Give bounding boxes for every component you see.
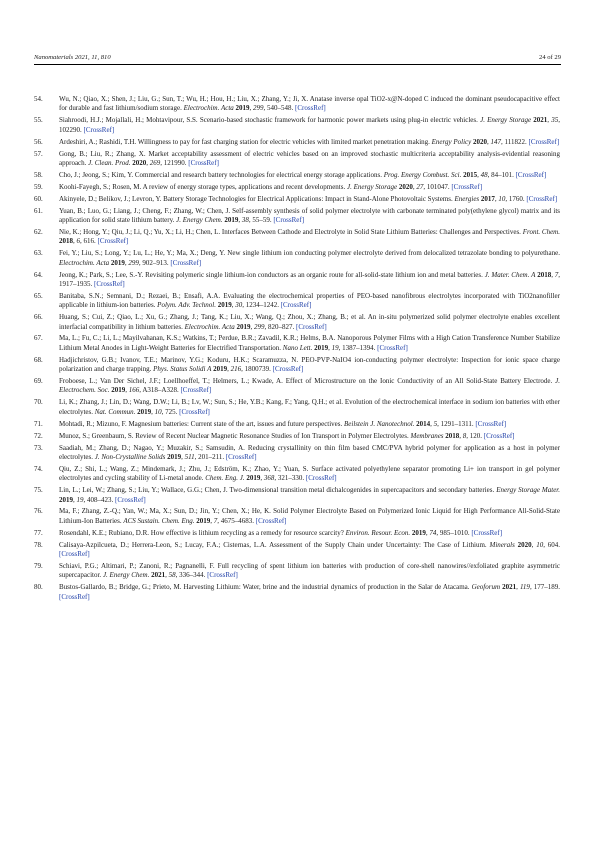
reference-pages: , 1800739. bbox=[241, 365, 271, 374]
reference-year: 2019 bbox=[111, 386, 126, 395]
reference-year: 2019 bbox=[411, 528, 426, 537]
reference-volume: 299 bbox=[253, 104, 264, 113]
reference-year: 2019 bbox=[314, 343, 329, 352]
reference-journal: Electrochim. Acta bbox=[59, 258, 110, 267]
reference-pages: , 336–344. bbox=[175, 571, 206, 580]
reference-pages: , 84–101. bbox=[487, 170, 514, 179]
reference-year: 2019 bbox=[235, 104, 250, 113]
reference-pages: , 1760. bbox=[505, 194, 525, 203]
reference-volume: 299 bbox=[128, 258, 139, 267]
reference-volume: 10 bbox=[536, 540, 544, 549]
reference-text: Jeong, K.; Park, S.; Lee, S.-Y. Revisiting polymeric single lithium-ion conductors as an organic route for all-solid-state lithium ion and metal batteries. bbox=[59, 270, 483, 279]
crossref-link[interactable]: [CrossRef] bbox=[179, 407, 210, 416]
reference-item: 67. Ma, L.; Fu, C.; Li, L.; Mayilvahanan, K.S.; Watkins, T.; Perdue, B.R.; Zavadil, K.R.; Helms, B.A. Nanoporous Polymer Films with a High Cation Transference Number Stabilize Lithium Metal Anodes in Light-Weight Batteries for Electrified Transportation. Nano Lett. 2019, 19, 1387–1394. [CrossRef] bbox=[34, 334, 560, 352]
reference-year: 2018 bbox=[445, 431, 460, 440]
reference-number: 72. bbox=[34, 431, 43, 440]
reference-journal: Geoforum bbox=[471, 583, 501, 592]
reference-number: 66. bbox=[34, 313, 43, 322]
reference-journal: Membranes bbox=[410, 431, 444, 440]
reference-item: 66. Huang, S.; Cui, Z.; Qiao, L.; Xu, G.; Zhang, J.; Tang, K.; Liu, X.; Wang, Q.; Zhou, X.; Zhang, B.; et al. An in-situ polymerized solid polymer electrolyte enables excellent interfacial compatibility in lithium batteries. Electrochim. Acta 2019, 299, 820–827. [CrossRef] bbox=[34, 313, 560, 331]
reference-journal: Energy Policy bbox=[431, 137, 472, 146]
reference-volume: 19 bbox=[76, 495, 84, 504]
reference-item: 75. Lin, L.; Lei, W.; Zhang, S.; Liu, Y.; Wallace, G.G.; Chen, J. Two-dimensional transition metal dichalcogenides in supercapacitors and secondary batteries. Energy Storage Mater. 2019, 19, 408–423. [CrossRef] bbox=[34, 486, 561, 504]
reference-volume: 368 bbox=[263, 474, 275, 483]
reference-number: 58. bbox=[34, 170, 43, 179]
reference-pages: , 1387–1394. bbox=[338, 343, 376, 352]
reference-number: 77. bbox=[34, 528, 43, 537]
reference-number: 62. bbox=[34, 227, 43, 236]
reference-text: Li, K.; Zhang, J.; Lin, D.; Wang, D.W.; Li, B.; Lv, W.; Sun, S.; He, Y.B.; Kang, F.; Yang, Q.H.; et al. Evolution of the electrochemical interface in sodium ion batteries with ether electrolytes. bbox=[59, 398, 560, 416]
reference-volume: 7 bbox=[213, 516, 218, 525]
reference-volume: 6 bbox=[76, 237, 80, 246]
reference-number: 59. bbox=[34, 182, 43, 191]
reference-item: 56. Ardeshiri, A.; Rashidi, T.H. Willingness to pay for fast charging station for electric vehicles with limited market penetration making. Energy Policy 2020, 147, 111822. [CrossRef] bbox=[34, 137, 560, 146]
reference-text: Siahroodi, H.J.; Mojallali, H.; Mohtavipour, S.S. Scenario-based stochastic framework for harmonic power markets using plug-in electric vehicles. bbox=[59, 116, 478, 125]
crossref-link[interactable]: [CrossRef] bbox=[170, 258, 202, 267]
reference-item: 63. Fei, Y.; Liu, S.; Long, Y.; Lu, L.; He, Y.; Ma, X.; Deng, Y. New single lithium ion conducting polymer electrolyte derived from delocalized tetrazolate bonding to polyurethane. Electrochim. Acta 2019, 299, 902–913. [CrossRef] bbox=[34, 249, 560, 267]
reference-year: 2019 bbox=[217, 301, 232, 310]
reference-journal: J. Clean. Prod. bbox=[88, 158, 131, 167]
reference-journal: Phys. Status Solidi A bbox=[153, 365, 212, 374]
reference-item: 70. Li, K.; Zhang, J.; Lin, D.; Wang, D.W.; Li, B.; Lv, W.; Sun, S.; He, Y.B.; Kang, F.; Yang, Q.H.; et al. Evolution of the electrochemical interface in sodium ion batteries with ether electrolytes. Nat. Commun. 2019, 10, 725. [CrossRef] bbox=[34, 398, 560, 416]
reference-year: 2020 bbox=[473, 137, 487, 146]
reference-volume: 216 bbox=[230, 365, 242, 374]
reference-item: 79. Schiavi, P.G.; Altimari, P.; Zanoni, R.; Pagnanelli, F. Full recycling of spent lithium ion batteries with production of core-shell nanowires//exfoliated graphite asymmetric supercapacitor. J. Energy Chem. 2021, 58, 336–344. [CrossRef] bbox=[34, 561, 560, 580]
reference-item: 60. Akinyele, D.; Belikov, J.; Levron, Y. Battery Storage Technologies for Electrical Applications: Impact in Stand-Alone Photovoltaic Systems. Energies 2017, 10, 1760. [CrossRef] bbox=[34, 194, 558, 203]
reference-item: 71. Mohtadi, R.; Mizuno, F. Magnesium batteries: Current state of the art, issues and future perspectives. Beilstein J. Nanotechnol. 2014, 5, 1291–1311. [CrossRef] bbox=[34, 419, 507, 428]
reference-pages: , 111822. bbox=[501, 137, 527, 146]
reference-number: 75. bbox=[34, 486, 43, 495]
reference-item: 55. Siahroodi, H.J.; Mojallali, H.; Mohtavipour, S.S. Scenario-based stochastic framework for harmonic power markets using plug-in electric vehicles. J. Energy Storage 2021, 35, 102290. [CrossRef] bbox=[34, 116, 560, 134]
reference-year: 2019 bbox=[137, 407, 152, 416]
reference-pages: , 985–1010. bbox=[436, 528, 470, 537]
reference-pages: , 1291–1311. bbox=[437, 419, 474, 428]
reference-journal: J. Energy Chem. bbox=[176, 215, 223, 224]
reference-text: Froboese, L.; Van Der Sichel, J.F.; Loellhoeffel, T.; Helmers, L.; Kwade, A. Effect of Microstructure on the Ionic Conductivity of an All Solid-State Battery Electrode. bbox=[59, 377, 553, 386]
reference-year: 2020 bbox=[398, 182, 413, 191]
reference-text: Ardeshiri, A.; Rashidi, T.H. Willingness to pay for fast charging station for electric vehicles with limited market penetration making. bbox=[59, 137, 430, 146]
reference-text: Qiu, Z.; Shi, L.; Wang, Z.; Mindemark, J.; Zhu, J.; Edström, K.; Zhao, Y.; Yuan, S. Surface activated polyethylene separator promoting Li+ ion transport in gel polymer electrolytes and cycling stability of Li-metal anode. bbox=[59, 464, 560, 483]
reference-volume: 119 bbox=[519, 583, 530, 592]
reference-number: 79. bbox=[34, 561, 43, 570]
reference-journal: Nano Lett. bbox=[282, 343, 313, 352]
reference-item: 54. Wu, N.; Qiao, X.; Shen, J.; Liu, G.; Sun, T.; Wu, H.; Hou, H.; Liu, X.; Zhang, Y.; Ji, X. Anatase inverse opal TiO2-x@N-doped C induced the dominant pseudocapacitive effect for durable and fast lithium/sodium storage. Electrochim. Acta 2019, 299, 540–548. [CrossRef] bbox=[34, 95, 560, 113]
reference-item: 58. Cho, J.; Jeong, S.; Kim, Y. Commercial and research battery technologies for electrical energy storage applications. Prog. Energy Combust. Sci. 2015, 48, 84–101. [CrossRef] bbox=[34, 170, 547, 179]
reference-text: Cho, J.; Jeong, S.; Kim, Y. Commercial and research battery technologies for electrical energy storage applications. bbox=[59, 170, 382, 179]
reference-number: 56. bbox=[34, 137, 43, 146]
reference-item: 65. Banitaba, S.N.; Semnani, D.; Rezaei, B.; Ensafi, A.A. Evaluating the electrochemical properties of PEO-based nanofibrous electrolytes incorporated with TiO2nanofiller applicable in lithium-ion batteries. Polym. Adv. Technol. 2019, 30, 1234–1242. [CrossRef] bbox=[34, 291, 560, 310]
reference-journal: ACS Sustain. Chem. Eng. bbox=[123, 516, 195, 525]
crossref-link[interactable]: [CrossRef] bbox=[83, 125, 115, 134]
reference-text: Yuan, B.; Luo, G.; Liang, J.; Cheng, F.; Zhang, W.; Chen, J. Self-assembly synthesis of solid polymer electrolyte with carbonate terminated poly(ethylene glycol) matrix and its application for solid state lithium battery. bbox=[59, 206, 560, 224]
journal-article: 810 bbox=[100, 54, 111, 61]
reference-journal: Prog. Energy Combust. Sci. bbox=[383, 170, 462, 179]
reference-volume: 10 bbox=[498, 194, 506, 203]
reference-pages: , 4675–4683. bbox=[217, 516, 255, 525]
reference-text: Hadjichristov, G.B.; Ivanov, T.E.; Marinov, Y.G.; Koduru, H.K.; Scaramuzza, N. PEO-PVP-NaIO4 ion-conducting polymer electrolyte: Inspection for ionic space charge polarization and charge trapping. bbox=[59, 355, 560, 374]
journal-volume: 11 bbox=[91, 54, 98, 61]
reference-journal: Energies bbox=[454, 194, 480, 203]
reference-number: 63. bbox=[34, 249, 43, 258]
reference-text: Bustos-Gallardo, B.; Bridge, G.; Prieto, M. Harvesting Lithium: Water, brine and the industrial dynamics of production in the Salar de Atacama. bbox=[59, 583, 470, 592]
reference-pages: , 201–211. bbox=[194, 452, 225, 461]
reference-pages: , 121990. bbox=[160, 158, 187, 167]
crossref-link[interactable]: [CrossRef] bbox=[272, 365, 304, 374]
reference-item: 74. Qiu, Z.; Shi, L.; Wang, Z.; Mindemark, J.; Zhu, J.; Edström, K.; Zhao, Y.; Yuan, S. Surface activated polyethylene separator promoting Li+ ion transport in gel polymer electrolytes and cycling stability of Li-metal anode. Chem. Eng. J. 2019, 368, 321–330. [CrossRef] bbox=[34, 464, 560, 483]
reference-text: Banitaba, S.N.; Semnani, D.; Rezaei, B.; Ensafi, A.A. Evaluating the electrochemical properties of PEO-based nanofibrous electrolytes incorporated with TiO2nanofiller applicable in lithium-ion batteries. bbox=[59, 291, 560, 310]
reference-journal: Energy Storage Mater. bbox=[496, 486, 561, 495]
crossref-link[interactable]: [CrossRef] bbox=[207, 571, 238, 580]
reference-item: 61. Yuan, B.; Luo, G.; Liang, J.; Cheng, F.; Zhang, W.; Chen, J. Self-assembly synthesis of solid polymer electrolyte with carbonate terminated poly(ethylene glycol) matrix and its application for solid state lithium battery. J. Energy Chem. 2019, 38, 55–59. [CrossRef] bbox=[34, 206, 560, 224]
reference-number: 76. bbox=[34, 507, 43, 516]
crossref-link[interactable]: [CrossRef] bbox=[471, 528, 503, 537]
reference-text: Gong, B.; Liu, R.; Zhang, X. Market acceptability assessment of electric vehicles based on an improved stochastic multicriteria acceptability analysis-evidential reasoning approach. bbox=[59, 149, 560, 167]
reference-number: 68. bbox=[34, 355, 43, 364]
reference-pages: , 820–827. bbox=[264, 322, 295, 331]
reference-journal: Electrochim. Acta bbox=[184, 322, 235, 331]
reference-journal: Minerals bbox=[489, 540, 515, 549]
reference-number: 70. bbox=[34, 398, 43, 407]
reference-year: 2021 bbox=[151, 571, 166, 580]
reference-volume: 7 bbox=[554, 270, 559, 279]
reference-journal: Polym. Adv. Technol. bbox=[157, 301, 216, 310]
reference-volume: 30 bbox=[235, 301, 243, 310]
crossref-link[interactable]: [CrossRef] bbox=[94, 279, 125, 288]
crossref-link[interactable]: [CrossRef] bbox=[97, 237, 129, 246]
crossref-link[interactable]: [CrossRef] bbox=[295, 322, 327, 331]
reference-pages: , 1917–1935. bbox=[59, 270, 561, 288]
crossref-link[interactable]: [CrossRef] bbox=[188, 158, 219, 167]
reference-volume: 269 bbox=[149, 158, 161, 167]
reference-text: Mohtadi, R.; Mizuno, F. Magnesium batteries: Current state of the art, issues and future perspectives. bbox=[59, 419, 343, 428]
reference-item: 78. Calisaya-Azpilcueta, D.; Herrera-Leon, S.; Lucay, F.A.; Cisternas, L.A. Assessment of the Supply Chain under Uncertainty: The Case of Lithium. Minerals 2020, 10, 604. [CrossRef] bbox=[34, 540, 561, 559]
crossref-link[interactable]: [CrossRef] bbox=[295, 104, 326, 113]
reference-pages: , 101047. bbox=[423, 182, 450, 191]
page-number: 24 of 29 bbox=[539, 54, 561, 61]
reference-year: 2019 bbox=[59, 495, 73, 504]
reference-year: 2014 bbox=[416, 419, 431, 428]
crossref-link[interactable]: [CrossRef] bbox=[475, 419, 507, 428]
crossref-link[interactable]: [CrossRef] bbox=[225, 452, 257, 461]
reference-number: 61. bbox=[34, 206, 43, 215]
reference-text: Munoz, S.; Greenbaum, S. Review of Recent Nuclear Magnetic Resonance Studies of Ion Transport in Polymer Electrolytes. bbox=[59, 431, 409, 440]
reference-number: 57. bbox=[34, 149, 43, 158]
reference-text: Koohi-Fayegh, S.; Rosen, M. A review of energy storage types, applications and recent developments. bbox=[59, 182, 346, 191]
reference-volume: 58 bbox=[168, 571, 176, 580]
reference-volume: 511 bbox=[184, 452, 195, 461]
reference-journal: Beilstein J. Nanotechnol. bbox=[344, 419, 415, 428]
reference-item: 72. Munoz, S.; Greenbaum, S. Review of Recent Nuclear Magnetic Resonance Studies of Ion Transport in Polymer Electrolytes. Membranes 2018, 8, 120. [CrossRef] bbox=[34, 431, 515, 440]
reference-year: 2019 bbox=[246, 474, 261, 483]
reference-volume: 8 bbox=[462, 431, 467, 440]
crossref-link[interactable]: [CrossRef] bbox=[115, 495, 146, 504]
reference-journal: Environ. Resour. Econ. bbox=[345, 528, 411, 537]
reference-volume: 299 bbox=[253, 322, 265, 331]
reference-year: 2020 bbox=[132, 158, 147, 167]
reference-pages: , A318–A328. bbox=[139, 386, 179, 395]
reference-pages: , 321–330. bbox=[274, 474, 305, 483]
crossref-link[interactable]: [CrossRef] bbox=[59, 550, 90, 559]
reference-item: 80. Bustos-Gallardo, B.; Bridge, G.; Prieto, M. Harvesting Lithium: Water, brine and the industrial dynamics of production in the Salar de Atacama. Geoforum 2021, 119, 177–189. [CrossRef] bbox=[34, 583, 561, 601]
reference-journal: Nat. Commun. bbox=[94, 407, 136, 416]
reference-number: 69. bbox=[34, 377, 43, 386]
reference-item: 69. Froboese, L.; Van Der Sichel, J.F.; Loellhoeffel, T.; Helmers, L.; Kwade, A. Effect of Microstructure on the Ionic Conductivity of an All Solid-State Battery Electrode. J. Electrochem. Soc. 2019, 166, A318–A328. [CrossRef] bbox=[34, 377, 560, 395]
reference-item: 76. Ma, F.; Zhang, Z.-Q.; Yan, W.; Ma, X.; Sun, D.; Jin, Y.; Chen, X.; He, K. Solid Polymer Electrolyte Based on Polymerized Ionic Liquid for High Performance All-Solid-State Lithium-Ion Batteries. ACS Sustain. Chem. Eng. 2019, 7, 4675–4683. [CrossRef] bbox=[34, 507, 560, 525]
reference-year: 2018 bbox=[59, 237, 73, 246]
reference-number: 65. bbox=[34, 291, 43, 300]
reference-pages: , 604. bbox=[543, 540, 561, 549]
reference-text: Akinyele, D.; Belikov, J.; Levron, Y. Battery Storage Technologies for Electrical Applications: Impact in Stand-Alone Photovoltaic Systems. bbox=[59, 194, 453, 203]
reference-volume: 35 bbox=[551, 116, 559, 125]
reference-number: 73. bbox=[34, 443, 43, 452]
reference-number: 60. bbox=[34, 194, 43, 203]
reference-number: 67. bbox=[34, 334, 43, 343]
reference-pages: , 902–913. bbox=[138, 258, 169, 267]
reference-number: 80. bbox=[34, 583, 43, 592]
reference-number: 71. bbox=[34, 419, 43, 428]
reference-pages: , 55–59. bbox=[248, 215, 272, 224]
reference-number: 64. bbox=[34, 270, 43, 279]
reference-text: Rosendahl, K.E.; Rubiano, D.R. How effective is lithium recycling as a remedy for resource scarcity? bbox=[59, 528, 344, 537]
reference-pages: , 1234–1242. bbox=[242, 301, 279, 310]
crossref-link[interactable]: [CrossRef] bbox=[273, 215, 305, 224]
reference-item: 62. Nie, K.; Hong, Y.; Qiu, J.; Li, Q.; Yu, X.; Li, H.; Chen, L. Interfaces Between Cathode and Electrolyte in Solid State Lithium Batteries: Challenges and Perspectives. Front. Chem. 2018, 6, 616. [CrossRef] bbox=[34, 227, 560, 246]
reference-volume: 27 bbox=[416, 182, 424, 191]
reference-pages: , 540–548. bbox=[263, 104, 294, 113]
reference-year: 2019 bbox=[224, 215, 239, 224]
reference-volume: 166 bbox=[128, 386, 140, 395]
crossref-link[interactable]: [CrossRef] bbox=[515, 170, 547, 179]
reference-year: 2015 bbox=[463, 170, 478, 179]
reference-text: Ma, L.; Fu, C.; Li, L.; Mayilvahanan, K.S.; Watkins, T.; Perdue, B.R.; Zavadil, K.R.; Helms, B.A. Nanoporous Polymer Films with a High Cation Transference Number Stabilize Lithium Metal Anodes in Light-Weight Batteries for Electrified Transportation. bbox=[59, 334, 560, 352]
crossref-link[interactable]: [CrossRef] bbox=[255, 516, 287, 525]
reference-journal: Front. Chem. bbox=[522, 227, 560, 236]
reference-journal: Chem. Eng. J. bbox=[205, 474, 245, 483]
reference-journal: J. Mater. Chem. A bbox=[484, 270, 536, 279]
reference-journal: J. Energy Storage bbox=[480, 116, 532, 125]
reference-item: 64. Jeong, K.; Park, S.; Lee, S.-Y. Revisiting polymeric single lithium-ion conductors as an organic route for all-solid-state lithium ion and metal batteries. J. Mater. Chem. A 2018, 7, 1917–1935. [CrossRef] bbox=[34, 270, 561, 288]
reference-journal: J. Energy Chem. bbox=[102, 571, 150, 580]
journal-name: Nanomaterials bbox=[34, 54, 74, 61]
reference-text: Saadiah, M.; Zhang, D.; Nagao, Y.; Muzakir, S.; Samsudin, A. Reducing crystallinity on thin film based CMC/PVA hybrid polymer for application as a host in polymer electrolytes. bbox=[59, 443, 560, 461]
journal-citation: Nanomaterials 2021, 11, 810 bbox=[34, 54, 111, 61]
reference-year: 2019 bbox=[196, 516, 211, 525]
reference-pages: , 177–189. bbox=[529, 583, 561, 592]
reference-journal: J. Electrochem. Soc. bbox=[59, 377, 560, 395]
reference-text: Schiavi, P.G.; Altimari, P.; Zanoni, R.; Pagnanelli, F. Full recycling of spent lithium ion batteries with production of core-shell nanowires//exfoliated graphite asymmetric supercapacitor. bbox=[59, 561, 560, 580]
reference-text: Huang, S.; Cui, Z.; Qiao, L.; Xu, G.; Zhang, J.; Tang, K.; Liu, X.; Wang, Q.; Zhou, X.; Zhang, B.; et al. An in-situ polymerized solid polymer electrolyte enables excellent interfacial compatibility in lithium batteries. bbox=[59, 313, 560, 331]
reference-pages: , 725. bbox=[161, 407, 178, 416]
crossref-link[interactable]: [CrossRef] bbox=[451, 182, 483, 191]
reference-year: 2019 bbox=[110, 258, 125, 267]
reference-volume: 5 bbox=[433, 419, 438, 428]
reference-item: 59. Koohi-Fayegh, S.; Rosen, M. A review of energy storage types, applications and recent developments. J. Energy Storage 2020, 27, 101047. [CrossRef] bbox=[34, 182, 483, 191]
reference-item: 57. Gong, B.; Liu, R.; Zhang, X. Market acceptability assessment of electric vehicles based on an improved stochastic multicriteria acceptability analysis-evidential reasoning approach. J. Clean. Prod. 2020, 269, 121990. [CrossRef] bbox=[34, 149, 560, 167]
reference-journal: J. Non-Crystalline Solids bbox=[94, 452, 166, 461]
reference-pages: , 408–423. bbox=[83, 495, 114, 504]
crossref-link[interactable]: [CrossRef] bbox=[377, 343, 408, 352]
reference-journal: Electrochim. Acta bbox=[183, 104, 234, 113]
reference-text: Lin, L.; Lei, W.; Zhang, S.; Liu, Y.; Wallace, G.G.; Chen, J. Two-dimensional transition metal dichalcogenides in supercapacitors and secondary batteries. bbox=[59, 486, 495, 495]
reference-year: 2020 bbox=[517, 540, 532, 549]
crossref-link[interactable]: [CrossRef] bbox=[180, 386, 212, 395]
reference-pages: , 616. bbox=[80, 237, 96, 246]
reference-year: 2019 bbox=[236, 322, 251, 331]
reference-number: 78. bbox=[34, 540, 43, 549]
reference-volume: 74 bbox=[429, 528, 437, 537]
running-header bbox=[34, 52, 561, 65]
reference-year: 2021 bbox=[533, 116, 548, 125]
reference-year: 2021 bbox=[502, 583, 517, 592]
reference-number: 74. bbox=[34, 464, 43, 473]
reference-text: Fei, Y.; Liu, S.; Long, Y.; Lu, L.; He, Y.; Ma, X.; Deng, Y. New single lithium ion conducting polymer electrolyte derived from delocalized tetrazolate bonding to polyurethane. bbox=[59, 249, 560, 258]
crossref-link[interactable]: [CrossRef] bbox=[305, 474, 337, 483]
reference-volume: 147 bbox=[490, 137, 501, 146]
reference-volume: 19 bbox=[331, 343, 339, 352]
reference-item: 68. Hadjichristov, G.B.; Ivanov, T.E.; Marinov, Y.G.; Koduru, H.K.; Scaramuzza, N. PEO-PVP-NaIO4 ion-conducting polymer electrolyte: Inspection for ionic space charge polarization and charge trapping. Phys. Status Solidi A 2019, 216, 1800739. [CrossRef] bbox=[34, 355, 560, 374]
reference-volume: 38 bbox=[241, 215, 249, 224]
crossref-link[interactable]: [CrossRef] bbox=[280, 301, 312, 310]
reference-year: 2019 bbox=[213, 365, 228, 374]
crossref-link[interactable]: [CrossRef] bbox=[483, 431, 515, 440]
reference-pages: , 120. bbox=[466, 431, 483, 440]
reference-item: 77. Rosendahl, K.E.; Rubiano, D.R. How effective is lithium recycling as a remedy for resource scarcity? Environ. Resour. Econ. 2019, 74, 985–1010. [CrossRef] bbox=[34, 528, 503, 537]
reference-volume: 48 bbox=[480, 170, 488, 179]
crossref-link[interactable]: [CrossRef] bbox=[526, 194, 558, 203]
reference-text: Ma, F.; Zhang, Z.-Q.; Yan, W.; Ma, X.; Sun, D.; Jin, Y.; Chen, X.; He, K. Solid Polymer Electrolyte Based on Polymerized Ionic Liquid for High Performance All-Solid-State Lithium-Ion Batteries. bbox=[59, 507, 560, 525]
reference-pages: , 102290. bbox=[59, 116, 560, 134]
reference-list bbox=[34, 95, 560, 605]
reference-number: 55. bbox=[34, 116, 43, 125]
reference-number: 54. bbox=[34, 95, 43, 103]
crossref-link[interactable]: [CrossRef] bbox=[59, 592, 90, 601]
reference-journal: J. Energy Storage bbox=[346, 182, 398, 191]
reference-text: Calisaya-Azpilcueta, D.; Herrera-Leon, S.; Lucay, F.A.; Cisternas, L.A. Assessment of the Supply Chain under Uncertainty: The Case of Lithium. bbox=[59, 540, 487, 549]
reference-item: 73. Saadiah, M.; Zhang, D.; Nagao, Y.; Muzakir, S.; Samsudin, A. Reducing crystallinity on thin film based CMC/PVA hybrid polymer for application as a host in polymer electrolytes. J. Non-Crystalline Solids 2019, 511, 201–211. [CrossRef] bbox=[34, 443, 560, 461]
reference-volume: 10 bbox=[154, 407, 162, 416]
reference-text: Nie, K.; Hong, Y.; Qiu, J.; Li, Q.; Yu, X.; Li, H.; Chen, L. Interfaces Between Cathode and Electrolyte in Solid State Lithium Batteries: Challenges and Perspectives. bbox=[59, 227, 521, 236]
crossref-link[interactable]: [CrossRef] bbox=[528, 137, 560, 146]
reference-text: Wu, N.; Qiao, X.; Shen, J.; Liu, G.; Sun, T.; Wu, H.; Hou, H.; Liu, X.; Zhang, Y.; Ji, X. Anatase inverse opal TiO2-x@N-doped C induced the dominant pseudocapacitive effect for durable and fast lithium/sodium storage. bbox=[59, 95, 560, 113]
reference-year: 2019 bbox=[167, 452, 182, 461]
journal-year: 2021 bbox=[74, 54, 89, 61]
reference-year: 2017 bbox=[480, 194, 495, 203]
reference-year: 2018 bbox=[537, 270, 552, 279]
